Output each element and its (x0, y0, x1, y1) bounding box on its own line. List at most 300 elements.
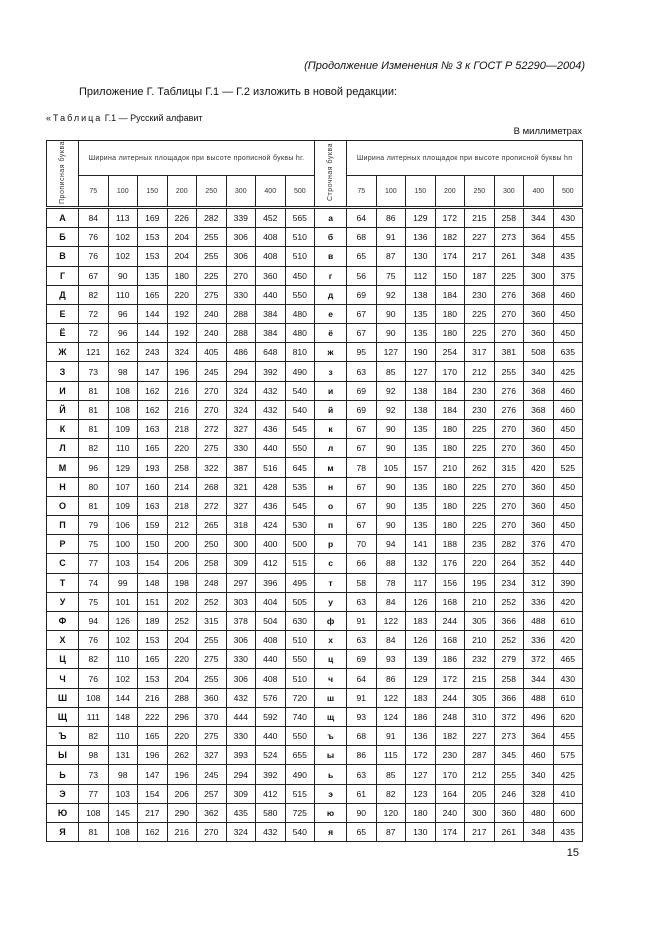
lower-width-cell: 212 (465, 765, 495, 784)
upper-width-cell: 510 (285, 669, 315, 688)
lower-width-cell: 375 (553, 266, 583, 285)
upper-width-cell: 306 (226, 228, 256, 247)
lower-width-cell: 78 (347, 458, 377, 477)
upper-width-cell: 322 (197, 458, 227, 477)
lower-width-cell: 258 (494, 669, 524, 688)
lower-width-cell: 190 (406, 343, 436, 362)
lower-width-cell: 86 (347, 746, 377, 765)
upper-letter-header: Прописная буква (47, 141, 79, 208)
lower-width-cell: 300 (524, 266, 554, 285)
upper-width-cell: 81 (79, 420, 109, 439)
upper-width-cell: 217 (138, 803, 168, 822)
lower-width-cell: 84 (376, 631, 406, 650)
upper-width-cell: 108 (79, 803, 109, 822)
lower-width-cell: 430 (553, 207, 583, 227)
table-row (47, 554, 583, 573)
upper-width-cell: 96 (79, 458, 109, 477)
upper-width-cell: 96 (108, 304, 138, 323)
lower-width-cell: 244 (435, 611, 465, 630)
upper-width-cell: 504 (256, 611, 286, 630)
upper-width-cell: 220 (167, 285, 197, 304)
upper-width-cell: 121 (79, 343, 109, 362)
lower-width-cell: 123 (406, 784, 436, 803)
upper-width-cell: 98 (108, 362, 138, 381)
upper-width-cell: 147 (138, 765, 168, 784)
table-row (47, 439, 583, 458)
upper-width-cell: 810 (285, 343, 315, 362)
lower-width-cell: 176 (435, 554, 465, 573)
upper-width-cell: 272 (197, 496, 227, 515)
lower-width-cell: 435 (553, 822, 583, 841)
upper-width-cell: 387 (226, 458, 256, 477)
upper-width-cell: 110 (108, 650, 138, 669)
upper-width-cell: 436 (256, 420, 286, 439)
lower-width-cell: 273 (494, 228, 524, 247)
upper-width-cell: 550 (285, 727, 315, 746)
lower-width-cell: 340 (524, 765, 554, 784)
lower-width-cell: 127 (376, 343, 406, 362)
lower-width-cell: 317 (465, 343, 495, 362)
upper-width-cell: 109 (108, 496, 138, 515)
upper-width-cell: 268 (197, 477, 227, 496)
upper-width-cell: 480 (285, 324, 315, 343)
lower-width-cell: 465 (553, 650, 583, 669)
upper-width-cell: 535 (285, 477, 315, 496)
lower-width-cell: 248 (435, 707, 465, 726)
upper-width-cell: 516 (256, 458, 286, 477)
lower-width-cell: 90 (376, 439, 406, 458)
upper-width-cell: 111 (79, 707, 109, 726)
upper-width-cell: 303 (226, 592, 256, 611)
lower-width-cell: 470 (553, 535, 583, 554)
page-number: 15 (566, 847, 579, 859)
upper-letter: Н (47, 477, 79, 496)
upper-width-cell: 318 (226, 515, 256, 534)
lower-width-cell: 138 (406, 400, 436, 419)
lower-width-cell: 180 (435, 477, 465, 496)
upper-width-cell: 255 (197, 247, 227, 266)
upper-width-cell: 490 (285, 362, 315, 381)
upper-width-cell: 169 (138, 207, 168, 227)
upper-width-cell: 198 (167, 573, 197, 592)
lower-width-cell: 184 (435, 381, 465, 400)
lower-width-cell: 139 (406, 650, 436, 669)
upper-width-cell: 154 (138, 784, 168, 803)
upper-width-cell: 440 (256, 439, 286, 458)
lower-width-cell: 575 (553, 746, 583, 765)
upper-width-cell: 144 (138, 304, 168, 323)
upper-width-cell: 275 (197, 727, 227, 746)
table-row (47, 746, 583, 765)
lower-letter: б (315, 228, 347, 247)
lower-width-cell: 240 (435, 803, 465, 822)
lower-width-cell: 210 (465, 631, 495, 650)
lower-width-cell: 340 (524, 362, 554, 381)
lower-width-cell: 68 (347, 228, 377, 247)
lower-width-cell: 170 (435, 765, 465, 784)
upper-width-cell: 180 (167, 266, 197, 285)
lower-width-cell: 217 (465, 822, 495, 841)
lower-letter: ч (315, 669, 347, 688)
lower-width-cell: 87 (376, 822, 406, 841)
lower-width-cell: 262 (465, 458, 495, 477)
height-header: 300 (494, 176, 524, 208)
lower-width-cell: 220 (465, 554, 495, 573)
upper-width-cell: 262 (167, 746, 197, 765)
lower-width-cell: 372 (524, 650, 554, 669)
upper-width-cell: 196 (167, 765, 197, 784)
lower-width-cell: 86 (376, 669, 406, 688)
height-header: 150 (138, 176, 168, 208)
table-row (47, 727, 583, 746)
table-row (47, 207, 583, 227)
lower-letter: э (315, 784, 347, 803)
upper-width-cell: 77 (79, 554, 109, 573)
upper-width-cell: 486 (226, 343, 256, 362)
lower-width-cell: 610 (553, 688, 583, 707)
lower-width-cell: 344 (524, 669, 554, 688)
lower-letter: с (315, 554, 347, 573)
upper-width-cell: 648 (256, 343, 286, 362)
lower-width-cell: 180 (435, 515, 465, 534)
lower-width-cell: 129 (406, 669, 436, 688)
lower-width-cell: 279 (494, 650, 524, 669)
lower-width-cell: 210 (435, 458, 465, 477)
lower-width-cell: 92 (376, 400, 406, 419)
upper-letter: Ц (47, 650, 79, 669)
lower-width-cell: 430 (553, 669, 583, 688)
upper-width-cell: 67 (79, 266, 109, 285)
upper-width-cell: 192 (167, 304, 197, 323)
upper-width-cell: 103 (108, 554, 138, 573)
upper-width-cell: 75 (79, 592, 109, 611)
lower-letter-header: Строчная буква (315, 141, 347, 208)
lower-letter: к (315, 420, 347, 439)
upper-width-cell: 225 (197, 266, 227, 285)
upper-width-cell: 515 (285, 554, 315, 573)
upper-width-cell: 150 (138, 535, 168, 554)
lower-width-cell: 366 (494, 611, 524, 630)
lower-width-cell: 187 (465, 266, 495, 285)
upper-width-cell: 270 (226, 266, 256, 285)
upper-width-cell: 220 (167, 650, 197, 669)
upper-width-cell: 255 (197, 228, 227, 247)
lower-width-cell: 300 (465, 803, 495, 822)
lower-width-cell: 450 (553, 515, 583, 534)
units-note: В миллиметрах (513, 126, 582, 137)
upper-width-cell: 515 (285, 784, 315, 803)
upper-width-cell: 145 (108, 803, 138, 822)
lower-width-cell: 91 (347, 688, 377, 707)
intro-text: Приложение Г. Таблицы Г.1 — Г.2 изложить в новой редакции: (79, 86, 398, 98)
table-row (47, 228, 583, 247)
upper-width-cell: 330 (226, 650, 256, 669)
upper-width-cell: 76 (79, 669, 109, 688)
caption-title: Г.1 — Русский алфавит (102, 113, 203, 123)
lower-width-cell: 460 (553, 285, 583, 304)
lower-width-cell: 270 (494, 496, 524, 515)
upper-width-cell: 76 (79, 228, 109, 247)
upper-width-cell: 216 (138, 688, 168, 707)
lower-width-cell: 215 (465, 669, 495, 688)
table-row (47, 496, 583, 515)
lower-width-cell: 420 (553, 592, 583, 611)
upper-letter: Щ (47, 707, 79, 726)
upper-width-cell: 245 (197, 765, 227, 784)
height-header: 75 (347, 176, 377, 208)
table-row (47, 592, 583, 611)
lower-width-cell: 610 (553, 611, 583, 630)
upper-letter: Ж (47, 343, 79, 362)
lower-width-cell: 270 (494, 439, 524, 458)
upper-width-cell: 424 (256, 515, 286, 534)
lower-width-cell: 186 (406, 707, 436, 726)
lower-width-cell: 235 (465, 535, 495, 554)
lower-width-cell: 93 (347, 707, 377, 726)
upper-letter: И (47, 381, 79, 400)
upper-width-cell: 265 (197, 515, 227, 534)
upper-width-cell: 330 (226, 727, 256, 746)
upper-width-cell: 288 (167, 688, 197, 707)
lower-width-cell: 90 (376, 420, 406, 439)
upper-width-cell: 100 (108, 535, 138, 554)
lower-letter: ь (315, 765, 347, 784)
upper-letter: Ь (47, 765, 79, 784)
upper-width-cell: 288 (226, 324, 256, 343)
upper-width-cell: 272 (197, 420, 227, 439)
lower-width-cell: 127 (406, 362, 436, 381)
upper-width-cell: 315 (197, 611, 227, 630)
upper-width-cell: 72 (79, 324, 109, 343)
upper-width-cell: 148 (108, 707, 138, 726)
upper-width-cell: 81 (79, 400, 109, 419)
upper-width-cell: 408 (256, 631, 286, 650)
lower-width-cell: 126 (406, 592, 436, 611)
lower-width-cell: 508 (524, 343, 554, 362)
lower-letter: м (315, 458, 347, 477)
upper-width-cell: 163 (138, 496, 168, 515)
lower-width-cell: 168 (435, 631, 465, 650)
lower-width-cell: 232 (465, 650, 495, 669)
upper-width-cell: 165 (138, 727, 168, 746)
upper-width-cell: 321 (226, 477, 256, 496)
lower-width-cell: 63 (347, 765, 377, 784)
table-row (47, 304, 583, 323)
upper-width-cell: 408 (256, 669, 286, 688)
lower-width-cell: 255 (494, 765, 524, 784)
upper-width-cell: 432 (256, 822, 286, 841)
upper-width-cell: 436 (256, 496, 286, 515)
lower-letter: ш (315, 688, 347, 707)
lower-width-cell: 182 (435, 727, 465, 746)
upper-width-cell: 545 (285, 496, 315, 515)
upper-width-cell: 162 (138, 381, 168, 400)
upper-width-cell: 162 (138, 822, 168, 841)
lower-width-cell: 174 (435, 822, 465, 841)
lower-width-cell: 67 (347, 496, 377, 515)
upper-width-cell: 258 (197, 554, 227, 573)
upper-letter: М (47, 458, 79, 477)
upper-letter: С (47, 554, 79, 573)
upper-width-cell: 495 (285, 573, 315, 592)
upper-width-cell: 510 (285, 228, 315, 247)
height-header: 250 (465, 176, 495, 208)
upper-width-cell: 113 (108, 207, 138, 227)
upper-width-cell: 252 (197, 592, 227, 611)
lower-width-cell: 66 (347, 554, 377, 573)
upper-width-cell: 510 (285, 631, 315, 650)
upper-letter: Ъ (47, 727, 79, 746)
upper-width-cell: 309 (226, 784, 256, 803)
upper-width-cell: 109 (108, 420, 138, 439)
lower-width-cell: 135 (406, 439, 436, 458)
lower-width-cell: 244 (435, 688, 465, 707)
upper-width-cell: 428 (256, 477, 286, 496)
table-row (47, 611, 583, 630)
lower-width-cell: 368 (524, 400, 554, 419)
lower-width-cell: 90 (347, 803, 377, 822)
table-row (47, 458, 583, 477)
upper-width-cell: 206 (167, 554, 197, 573)
lower-width-cell: 261 (494, 822, 524, 841)
upper-width-cell: 106 (108, 515, 138, 534)
table-row (47, 420, 583, 439)
upper-width-cell: 370 (197, 707, 227, 726)
lower-width-cell: 65 (347, 247, 377, 266)
upper-width-cell: 288 (226, 304, 256, 323)
upper-width-cell: 108 (79, 688, 109, 707)
table-row (47, 573, 583, 592)
lower-width-cell: 67 (347, 477, 377, 496)
lower-width-cell: 126 (406, 631, 436, 650)
upper-width-cell: 510 (285, 247, 315, 266)
lower-width-cell: 225 (465, 496, 495, 515)
lower-width-cell: 138 (406, 285, 436, 304)
upper-width-cell: 327 (226, 420, 256, 439)
upper-width-cell: 202 (167, 592, 197, 611)
lower-width-cell: 360 (524, 420, 554, 439)
upper-width-cell: 144 (108, 688, 138, 707)
lower-width-cell: 488 (524, 688, 554, 707)
lower-width-cell: 225 (465, 304, 495, 323)
upper-width-cell: 440 (256, 727, 286, 746)
lower-width-cell: 455 (553, 727, 583, 746)
lower-width-cell: 227 (465, 228, 495, 247)
table-row (47, 822, 583, 841)
lower-width-cell: 225 (465, 515, 495, 534)
upper-width-cell: 245 (197, 362, 227, 381)
lower-width-cell: 136 (406, 727, 436, 746)
upper-letter: Р (47, 535, 79, 554)
lower-letter: л (315, 439, 347, 458)
table-row (47, 477, 583, 496)
lower-letter: у (315, 592, 347, 611)
lower-width-cell: 420 (553, 631, 583, 650)
lower-width-cell: 92 (376, 381, 406, 400)
height-header: 400 (256, 176, 286, 208)
upper-width-cell: 216 (167, 381, 197, 400)
lower-letter: д (315, 285, 347, 304)
upper-width-cell: 655 (285, 746, 315, 765)
table-row (47, 631, 583, 650)
upper-width-cell: 270 (197, 400, 227, 419)
upper-width-cell: 255 (197, 669, 227, 688)
upper-width-cell: 216 (167, 822, 197, 841)
upper-width-cell: 110 (108, 439, 138, 458)
upper-width-cell: 408 (256, 228, 286, 247)
lower-width-cell: 368 (524, 285, 554, 304)
lower-width-cell: 94 (376, 535, 406, 554)
lower-width-cell: 172 (435, 669, 465, 688)
upper-width-cell: 270 (197, 822, 227, 841)
upper-width-cell: 330 (226, 285, 256, 304)
upper-width-cell: 82 (79, 285, 109, 304)
lower-width-cell: 328 (524, 784, 554, 803)
lower-width-cell: 182 (435, 228, 465, 247)
lower-width-cell: 135 (406, 304, 436, 323)
lower-width-cell: 270 (494, 515, 524, 534)
lower-width-cell: 69 (347, 650, 377, 669)
lower-width-cell: 120 (376, 803, 406, 822)
lower-width-cell: 184 (435, 400, 465, 419)
lower-width-cell: 230 (435, 746, 465, 765)
lower-width-cell: 364 (524, 727, 554, 746)
lower-width-cell: 90 (376, 324, 406, 343)
lower-width-cell: 87 (376, 247, 406, 266)
table-row (47, 247, 583, 266)
lower-letter: я (315, 822, 347, 841)
upper-width-cell: 102 (108, 228, 138, 247)
lower-width-cell: 480 (524, 803, 554, 822)
lower-width-cell: 69 (347, 381, 377, 400)
lower-letter: т (315, 573, 347, 592)
upper-width-cell: 275 (197, 285, 227, 304)
lower-width-cell: 180 (435, 496, 465, 515)
upper-letter: Л (47, 439, 79, 458)
lower-width-cell: 450 (553, 496, 583, 515)
lower-width-cell: 381 (494, 343, 524, 362)
lower-width-cell: 135 (406, 477, 436, 496)
lower-letter: а (315, 207, 347, 227)
upper-width-cell: 135 (138, 266, 168, 285)
lower-width-cell: 64 (347, 669, 377, 688)
upper-width-cell: 75 (79, 535, 109, 554)
height-header: 75 (79, 176, 109, 208)
upper-width-cell: 432 (256, 400, 286, 419)
lower-width-cell: 157 (406, 458, 436, 477)
lower-width-cell: 188 (435, 535, 465, 554)
lower-width-cell: 141 (406, 535, 436, 554)
lower-width-cell: 230 (465, 285, 495, 304)
lower-width-cell: 90 (376, 496, 406, 515)
lower-width-cell: 122 (376, 688, 406, 707)
lower-letter: ы (315, 746, 347, 765)
lower-width-cell: 600 (553, 803, 583, 822)
upper-width-cell: 96 (108, 324, 138, 343)
lower-width-cell: 67 (347, 324, 377, 343)
lower-width-cell: 230 (465, 381, 495, 400)
upper-width-cell: 490 (285, 765, 315, 784)
lower-width-cell: 124 (376, 707, 406, 726)
upper-width-cell: 306 (226, 247, 256, 266)
upper-letter: Г (47, 266, 79, 285)
lower-width-cell: 366 (494, 688, 524, 707)
upper-width-cell: 216 (167, 400, 197, 419)
upper-width-cell: 220 (167, 439, 197, 458)
upper-width-cell: 103 (108, 784, 138, 803)
upper-width-cell: 204 (167, 631, 197, 650)
upper-width-cell: 240 (197, 324, 227, 343)
